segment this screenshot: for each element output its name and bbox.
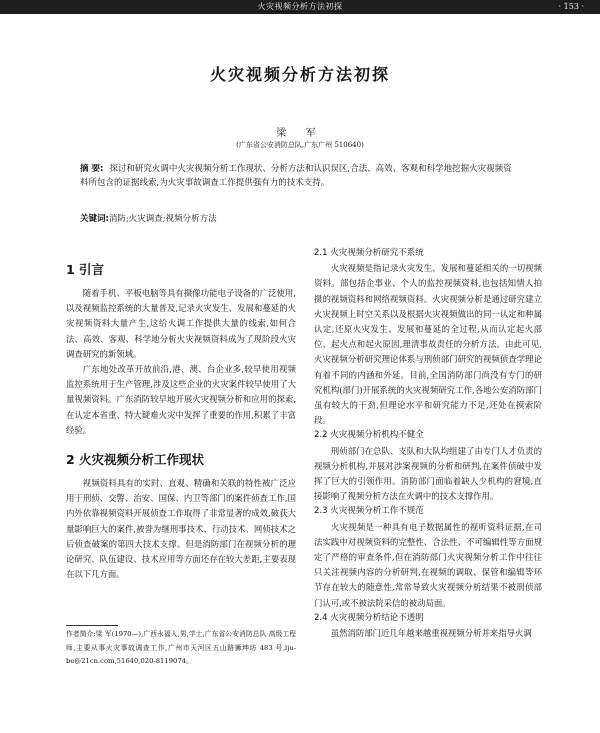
page-header	[0, 0, 600, 14]
author-footnote: 作者简介:梁 军(1970—),广西永福人,男,学士,广东省公安消防总队 高级工程师,主要从事火灾事故调查工作,广州市天河区五山路狮坤坊 483 号,lju-be@21cn.com,51640,020-8119074。	[66, 630, 296, 665]
section-1-heading: 1 引言	[66, 262, 105, 277]
subsection-2-4-paragraph: 虽然消防部门近几年越来越重视视频分析并来指导火调	[330, 628, 532, 639]
page-number: · 153 ·	[558, 2, 584, 11]
article-title: 火灾视频分析方法初探	[209, 65, 390, 84]
subsection-2-3-heading: 2.3 火灾视频分析工作不规范	[314, 506, 424, 517]
keywords	[80, 212, 518, 226]
abstract	[80, 162, 518, 190]
keywords-text: 消防;火灾调查;视频分析方法	[108, 214, 217, 224]
section-2-paragraph-1: 视频资料具有的实时、直观、精确和关联的特性被广泛应用于刑侦、交警、治安、国保、内卫等部门的案件侦查工作,国内外依靠视频资料开展侦查工作取得了非常显著的成效,破获大量影响巨大的案件,被誉为继刑事技术、行动技术、网侦技术之后侦查破案的第四大技术支撑。但是消防部门在视频分析的理论研究、队伍建设、技术应用等方面还存在较大差距,主要表现在以下几方面。	[66, 478, 296, 580]
author-affiliation: (广东省公安消防总队,广东广州 510640)	[236, 141, 364, 149]
footnote-divider	[66, 625, 118, 626]
subsection-2-3-paragraph: 火灾视频是一种具有电子数据属性的视听资料证据,在司法实践中对视频资料的完整性、合法性、不可编辑性等方面规定了严格的审查条件,但在消防部门火灾视频分析工作中往往只关注视频内容的分析研判,在视频的调取、保管和编辑等环节存在较大的随意性,常常导致火灾视频分析结果不被刑侦部门认可,或不被法院采信的被动局面。	[314, 521, 542, 608]
section-1-paragraph-2: 广东地处改革开放前沿,港、澳、台企业多,较早使用视频监控系统用于生产管理,涉及这些企业的火灾案件较早使用了大量视频资料。广东消防较早地开展火灾视频分析和应用的探索,在认定本省重、特大疑难火灾中发挥了重要的作用,积累了丰富经验。	[66, 364, 296, 435]
section-2-heading: 2 火灾视频分析工作现状	[66, 452, 205, 468]
subsection-2-1-heading: 2.1 火灾视频分析研究不系统	[314, 248, 424, 258]
abstract-text: 探讨和研究火调中火灾视频分析工作现状、分析方法和认识误区,合法、高效、客观和科学地挖掘火灾视频资料所包含的证据线索,为火灾事故调查工作提供强有力的技术支持。	[80, 164, 512, 188]
author-name: 梁 军	[276, 128, 324, 139]
abstract-label: 摘 要:	[80, 164, 104, 174]
keywords-label: 关键词:	[80, 214, 109, 224]
subsection-2-1-paragraph: 火灾视频是指记录火灾发生、发展和蔓延相关的一切视频资料。部包括企事业、个人的监控视频资料,也包括知情人拍摄的视频资料和网络视频资料。火灾视频分析是通过研究建立火灾视频上时空关系以及根据火灾视频做出的同一认定和种属认定,还原火灾发生、发展和蔓延的全过程,从而认定起火部位、起火点和起火原因,理清事故责任的分析方法。由此可见,火灾视频分析研究理论体系与刑侦部门研究的视频侦查学理论有着不同的内涵和外延。目前,全国消防部门尚没有专门的研究机构(部门)开展系统的火灾视频研究工作,各地公安消防部门虽有较大的干劲,但理论水平和研究能力不足,还处在摸索阶段。	[314, 263, 542, 426]
subsection-2-2-heading: 2.2 火灾视频分析机构不健全	[314, 430, 424, 441]
left-column	[66, 250, 296, 582]
right-column	[314, 246, 542, 641]
section-1-paragraph-1: 随着手机、平板电脑等具有摄像功能电子设备的广泛使用,以及视频监控系统的大量普及,记录火灾发生、发展和蔓延的火灾视频资料大量产生,这给火调工作提供大量的线索,如何合法、高效、客观、科学地分析火灾视频资料成为了现阶段火灾调查研究的新领域。	[66, 288, 296, 359]
subsection-2-2-paragraph: 刑侦部门在总队、支队和大队均组建了由专门人才负责的视频分析机构,并展对涉案视频的分析和研判,在案件侦破中发挥了巨大的引领作用。消防部门面临着缺人少机构的窘境,直接影响了视频分析方法在火调中的技术支撑作用。	[314, 445, 542, 502]
subsection-2-4-heading: 2.4 火灾视频分析结论不透明	[314, 612, 424, 623]
running-title: 火灾视频分析方法初探	[257, 2, 343, 11]
